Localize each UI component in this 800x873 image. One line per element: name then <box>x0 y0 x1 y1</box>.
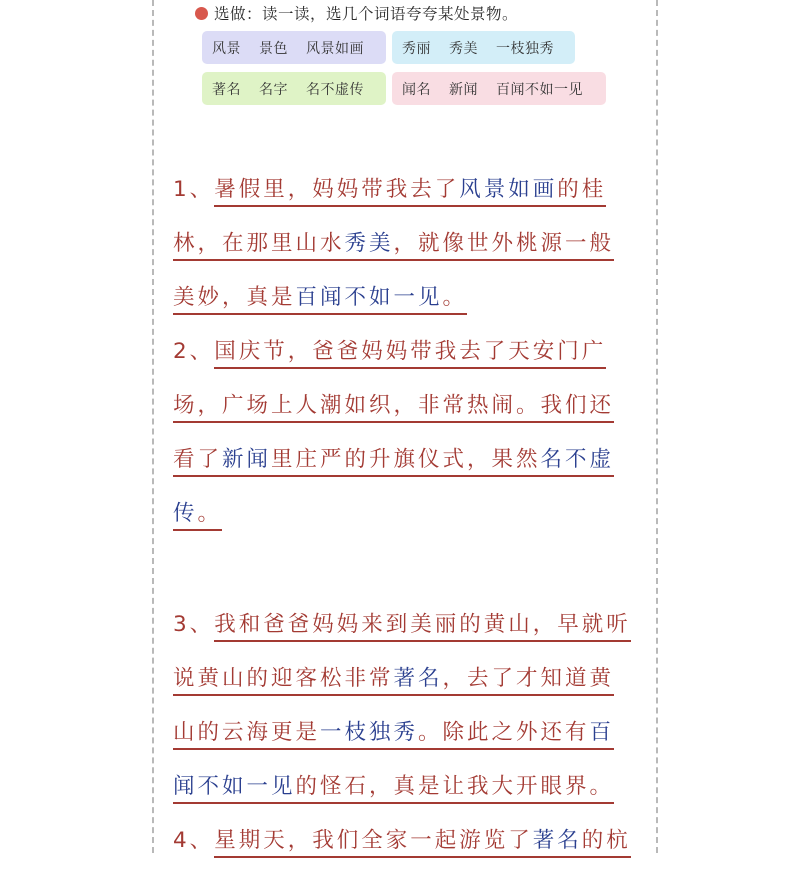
answer-line <box>173 492 648 546</box>
chosen-word: 一枝独秀 <box>320 720 419 745</box>
text-segment: 美妙，真是 <box>173 285 296 310</box>
chosen-word: 新闻 <box>222 447 272 472</box>
word: 秀丽 <box>402 40 431 57</box>
underlined-text <box>173 393 614 423</box>
chosen-word: 名不虚 <box>540 447 615 472</box>
underlined-text <box>214 339 606 369</box>
text-segment: 。 <box>442 285 468 310</box>
answer-line <box>173 711 648 765</box>
item-number: 4、 <box>173 828 215 853</box>
word-box-renowned <box>392 72 606 105</box>
underlined-text <box>214 177 606 207</box>
text-segment: 的桂 <box>557 177 607 202</box>
word: 百闻不如一见 <box>496 81 583 98</box>
answer-line <box>173 222 648 276</box>
text-segment: 国庆节，爸爸妈妈带我去了天安门广 <box>214 339 607 364</box>
chosen-word: 传 <box>173 501 198 526</box>
word-box-beautiful <box>392 31 575 64</box>
left-dashed-border <box>152 0 154 853</box>
chosen-word: 闻不如一见 <box>173 774 296 799</box>
underlined-text <box>173 720 614 750</box>
underlined-text <box>173 285 467 315</box>
word: 名字 <box>259 81 288 98</box>
underlined-text <box>173 231 614 261</box>
word-box-famous <box>202 72 386 105</box>
item-number: 2、 <box>173 339 215 364</box>
answer-line <box>173 276 648 330</box>
text-segment: 星期天，我们全家一起游览了 <box>214 828 533 853</box>
chosen-word: 风景如画 <box>459 177 558 202</box>
word: 一枝独秀 <box>496 40 554 57</box>
exercise-prompt <box>195 2 518 24</box>
text-segment: 。除此之外还有 <box>418 720 590 745</box>
item-number: 1、 <box>173 177 215 202</box>
text-segment: ，去了才知道黄 <box>442 666 615 691</box>
word: 风景 <box>212 40 241 57</box>
underlined-text <box>173 666 614 696</box>
word: 风景如画 <box>306 40 364 57</box>
underlined-text <box>214 828 631 858</box>
item-number: 3、 <box>173 612 215 637</box>
chosen-word: 著名 <box>393 666 443 691</box>
chosen-word: 著名 <box>532 828 582 853</box>
text-segment: 我和爸爸妈妈来到美丽的黄山，早就听 <box>214 612 631 637</box>
chosen-word: 百闻不如一见 <box>295 285 443 310</box>
answer-line <box>173 603 648 657</box>
red-bullet-icon <box>195 7 208 20</box>
text-segment: ，就像世外桃源一般 <box>393 231 615 256</box>
paragraph-gap <box>173 546 648 603</box>
prompt-text: 选做：读一读，选几个词语夸夸某处景物。 <box>214 5 519 23</box>
word: 新闻 <box>449 81 478 98</box>
text-segment: 的杭 <box>581 828 631 853</box>
text-segment: 说黄山的迎客松非常 <box>173 666 394 691</box>
word: 闻名 <box>402 81 431 98</box>
text-segment: 暑假里，妈妈带我去了 <box>214 177 460 202</box>
chosen-word: 秀美 <box>344 231 394 256</box>
answer-line <box>173 330 648 384</box>
chosen-word: 百 <box>589 720 615 745</box>
text-segment: 林，在那里山水 <box>173 231 345 256</box>
underlined-text <box>214 612 631 642</box>
answer-line <box>173 384 648 438</box>
word: 景色 <box>259 40 288 57</box>
answer-line <box>173 438 648 492</box>
text-segment: 的怪石，真是让我大开眼界。 <box>295 774 615 799</box>
answer-paragraphs <box>173 168 648 873</box>
answer-line <box>173 819 648 873</box>
right-dashed-border <box>656 0 658 853</box>
text-segment: 山的云海更是 <box>173 720 321 745</box>
word: 秀美 <box>449 40 478 57</box>
answer-line <box>173 657 648 711</box>
underlined-text <box>173 774 614 804</box>
answer-line <box>173 168 648 222</box>
text-segment: 。 <box>197 501 223 526</box>
underlined-text <box>173 447 614 477</box>
word-box-scenery <box>202 31 386 64</box>
text-segment: 里庄严的升旗仪式，果然 <box>271 447 541 472</box>
word: 名不虚传 <box>306 81 364 98</box>
text-segment: 看了 <box>173 447 223 472</box>
answer-line <box>173 765 648 819</box>
word: 著名 <box>212 81 241 98</box>
text-segment: 场，广场上人潮如织，非常热闹。我们还 <box>173 393 615 418</box>
underlined-text <box>173 501 222 531</box>
